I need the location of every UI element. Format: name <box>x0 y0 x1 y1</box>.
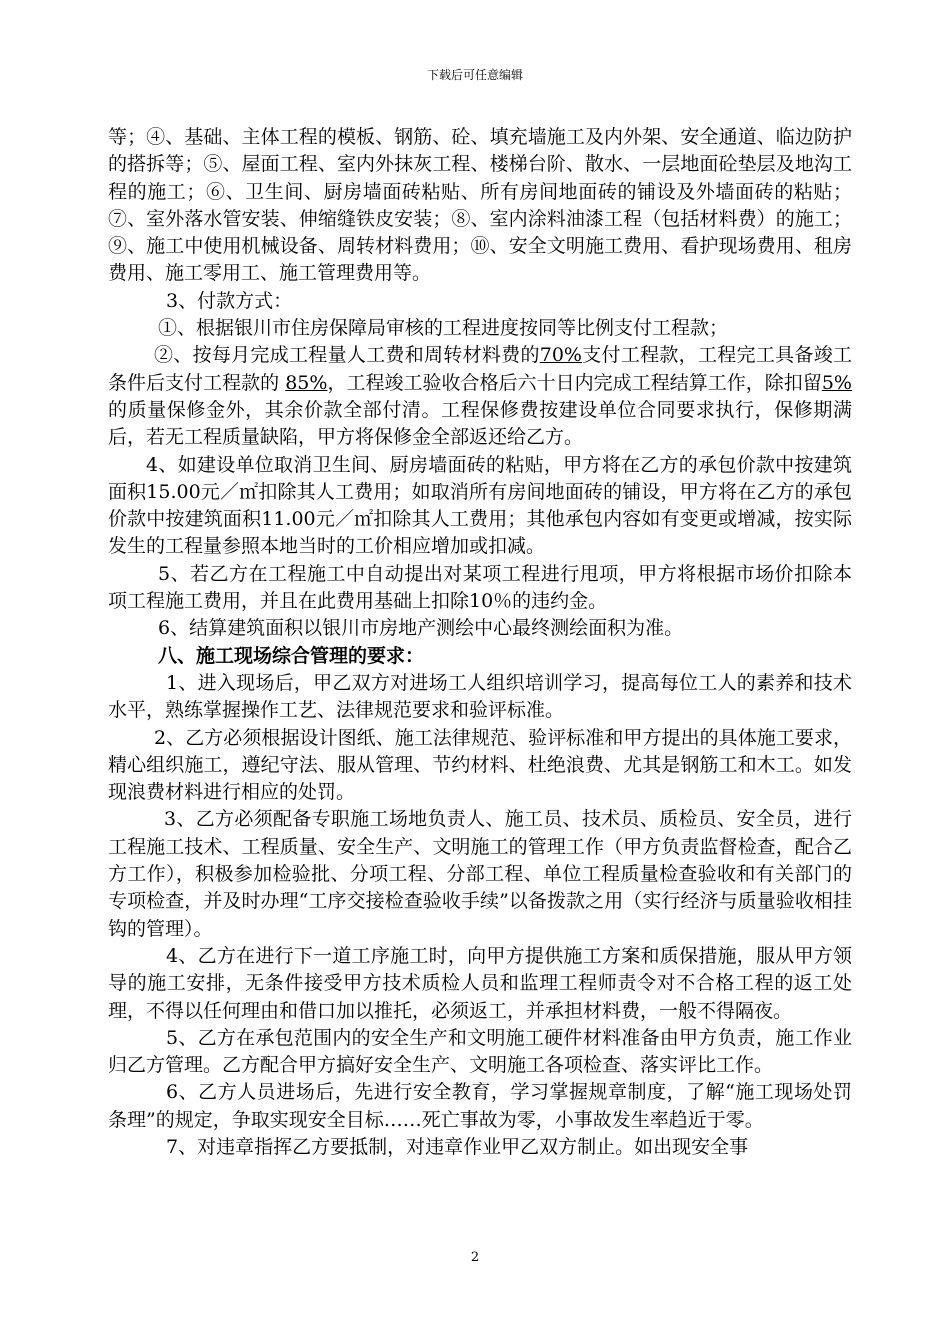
paragraph: 5、乙方在承包范围内的安全生产和文明施工硬件材料准备由甲方负责，施工作业归乙方管理。乙方配合甲方搞好安全生产、文明施工各项检查、落实评比工作。 <box>108 1026 852 1077</box>
page-number: 2 <box>470 1250 480 1265</box>
text-run: 支付工程款，工程完工具备竣工条件后支付工程款的 <box>108 344 852 394</box>
text-run: ②、按每月完成工程量人工费和周转材料费的 <box>154 344 540 367</box>
paragraph: 6、结算建筑面积以银川市房地产测绘中心最终测绘面积为准。 <box>158 617 684 640</box>
text-run: ，工程竣工验收合格后六十日内完成工程结算工作，除扣留 <box>327 371 822 394</box>
paragraph: 等；④、基础、主体工程的模板、钢筋、砼、填充墙施工及内外架、安全通道、临边防护的搭拆等；⑤、屋面工程、室内外抹灰工程、楼梯台阶、散水、一层地面砼垫层及地沟工程的施工；⑥、卫生间、厨房墙面砖粘贴、所有房间地面砖的铺设及外墙面砖的粘贴；⑦、室外落水管安装、伸缩缝铁皮安装；⑧、室内涂料油漆工程（包括材料费）的施工；⑨、施工中使用机械设备、周转材料费用；⑩、安全文明施工费用、看护现场费用、租房费用、施工零用工、施工管理费用等。 <box>108 126 852 285</box>
paragraph: 2、乙方必须根据设计图纸、施工法律规范、验评标准和甲方提出的具体施工要求，精心组织施工，遵纪守法、服从管理、节约材料、杜绝浪费、尤其是钢筋工和木工。如发现浪费材料进行相应的处罚。 <box>108 726 852 804</box>
underlined-text: 85% <box>285 371 328 394</box>
paragraph: 3、付款方式： <box>166 289 293 312</box>
paragraph: 6、乙方人员进场后，先进行安全教育，学习掌握规章制度，了解“施工现场处罚条理”的规定，争取实现安全目标……死亡事故为零，小事故发生率趋近于零。 <box>108 1081 852 1131</box>
paragraph: ①、根据银川市住房保障局审核的工程进度按同等比例支付工程款； <box>158 317 729 340</box>
paragraph: 4、如建设单位取消卫生间、厨房墙面砖的粘贴，甲方将在乙方的承包价款中按建筑面积15.00元／㎡扣除其人工费用；如取消所有房间地面砖的铺设，甲方将在乙方的承包价款中按建筑面积11.00元／㎡扣除其人工费用；其他承包内容如有变更或增减，按实际发生的工程量参照本地当时的工价相应增加或扣减。 <box>108 453 852 558</box>
paragraph: 3、乙方必须配备专职施工场地负责人、施工员、技术员、质检员、安全员，进行工程施工技术、工程质量、安全生产、文明施工的管理工作（甲方负责监督检查，配合乙方工作），积极参加检验批、分项工程、分部工程、单位工程质量检查验收和有关部门的专项检查，并及时办理“工序交接检查验收手续”以备拨款之用（实行经济与质量验收相挂钩的管理）。 <box>108 808 852 940</box>
text-run: 的质量保修金外，其余价款全部付清。工程保修费按建设单位合同要求执行，保修期满后，若无工程质量缺陷，甲方将保修金全部返还给乙方。 <box>108 398 852 449</box>
section-heading: 八、施工现场综合管理的要求： <box>158 644 425 667</box>
document-body <box>108 124 852 1161</box>
underlined-text: 70% <box>539 344 582 367</box>
page-header: 下载后可任意编辑 <box>426 68 523 82</box>
paragraph: 4、乙方在进行下一道工序施工时，向甲方提供施工方案和质保措施，服从甲方领导的施工安排，无条件接受甲方技术质检人员和监理工程师责令对不合格工程的返工处理，不得以任何理由和借口加以推托，必须返工，并承担材料费，一般不得隔夜。 <box>108 944 852 1022</box>
underlined-text: 5% <box>821 371 852 394</box>
paragraph: 5、若乙方在工程施工中自动提出对某项工程进行甩项，甲方将根据市场价扣除本项工程施工费用，并且在此费用基础上扣除10％的违约金。 <box>108 562 852 613</box>
paragraph: 7、对违章指挥乙方要抵制，对违章作业甲乙双方制止。如出现安全事 <box>166 1135 749 1158</box>
paragraph <box>108 342 852 451</box>
paragraph: 1、进入现场后，甲乙双方对进场工人组织培训学习，提高每位工人的素养和技术水平，熟练掌握操作工艺、法律规范要求和验评标准。 <box>108 671 852 722</box>
